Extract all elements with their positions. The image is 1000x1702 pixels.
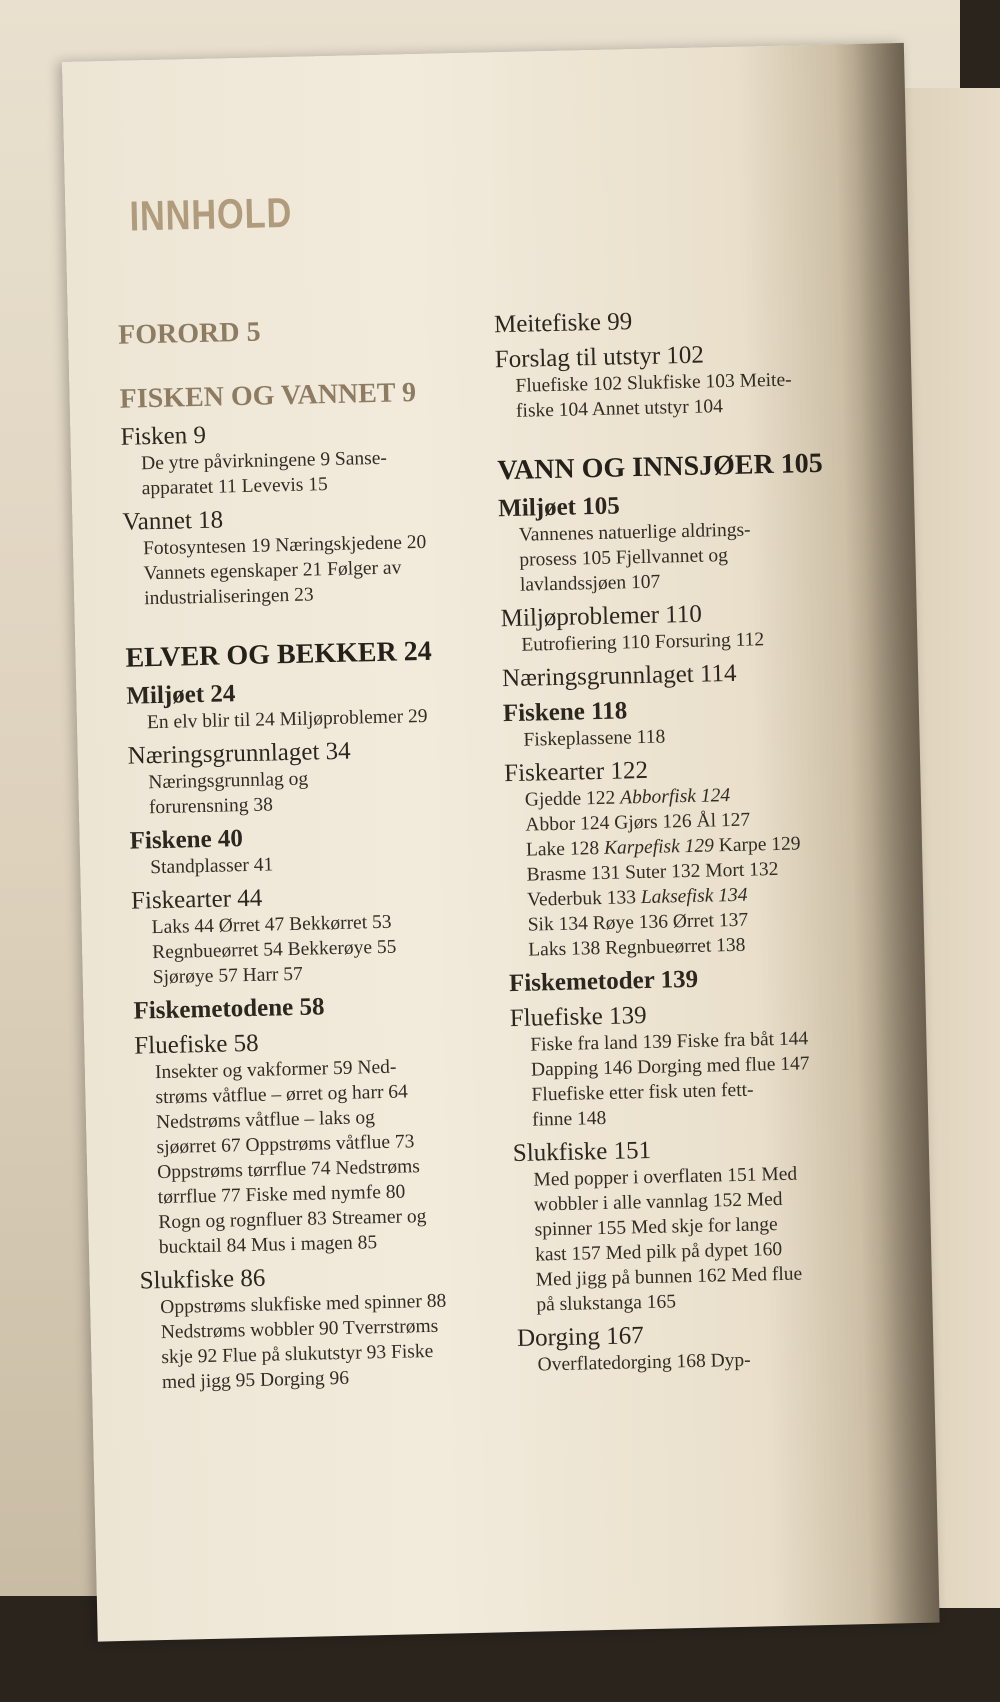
toc-subentry-line: spinner 155 Med skje for lange xyxy=(534,1214,778,1241)
toc-group-label: Abborfisk 124 xyxy=(619,785,731,809)
toc-subentry-line: Laks 44 Ørret 47 Bekkørret 53 xyxy=(151,911,392,939)
toc-subentry-line: Vannenes natuerlige aldrings- xyxy=(518,519,751,546)
toc-subentry-line: bucktail 84 Mus i magen 85 xyxy=(158,1232,378,1259)
toc-chapter-entry: Næringsgrunnlaget 114 xyxy=(501,659,737,693)
toc-subentry-line: Insekter og vakformer 59 Ned- xyxy=(154,1056,397,1084)
toc-chapter-entry: Næringsgrunnlaget 34 xyxy=(127,737,351,770)
toc-subentries xyxy=(140,1287,502,1395)
toc-subentry-line: Overflatedorging 168 Dyp- xyxy=(537,1349,751,1376)
toc-chapter-entry: Fisken 9 xyxy=(120,421,207,451)
toc-subentry-text: Lake 128 xyxy=(525,837,605,861)
toc-chapter-entry: Slukfiske 151 xyxy=(512,1136,652,1168)
toc-subentry-text: Laks 138 Regnbueørret 138 xyxy=(528,934,746,961)
toc-subentry-line: apparatet 11 Levevis 15 xyxy=(141,474,328,500)
toc-chapter-entry: Miljøproblemer 110 xyxy=(500,600,703,633)
toc-subentry-line: Med popper i overflaten 151 Med xyxy=(533,1163,798,1191)
toc-subentry-line: industrialiseringen 23 xyxy=(143,584,314,610)
toc-chapter-entry: Fiskene 118 xyxy=(502,697,628,728)
toc-chapter-entry: Fluefiske 58 xyxy=(134,1029,259,1060)
toc-left-column xyxy=(118,311,502,1396)
toc-subentry-line: Regnbueørret 54 Bekkerøye 55 xyxy=(151,936,397,964)
toc-subentry-line: Standplasser 41 xyxy=(150,854,274,879)
page-title: INNHOLD xyxy=(128,188,293,240)
toc-chapter-entry: Fiskene 40 xyxy=(129,825,244,855)
toc-subentry-text: Vederbuk 133 xyxy=(526,887,642,911)
back-page-letter: F xyxy=(932,1638,947,1667)
toc-subentries xyxy=(135,1052,499,1260)
toc-subentry-line: Sjørøye 57 Harr 57 xyxy=(152,963,304,989)
toc-chapter-entry: Vannet 18 xyxy=(122,506,224,536)
toc-subentry-line: Med jigg på bunnen 162 Med flue xyxy=(535,1263,803,1291)
toc-subentries xyxy=(499,514,901,598)
toc-subentry-line: strøms våtflue – ørret og harr 64 xyxy=(155,1081,409,1109)
toc-subentry-line: Fotosyntesen 19 Næringskjedene 20 xyxy=(142,531,427,560)
toc-chapter-entry: Fiskearter 122 xyxy=(503,756,649,788)
toc-chapter-entry: Miljøet 24 xyxy=(126,680,236,710)
toc-chapter-entry: Dorging 167 xyxy=(516,1322,644,1353)
toc-subentry-line: forurensning 38 xyxy=(148,794,274,819)
toc-subentry-line: fiske 104 Annet utstyr 104 xyxy=(515,396,724,422)
toc-group-label: Karpefisk 129 xyxy=(603,835,715,859)
toc-subentries xyxy=(510,1024,912,1133)
toc-section-heading: VANN OG INNSJØER 105 xyxy=(497,447,824,487)
toc-chapter-entry: Meitefiske 99 xyxy=(493,308,633,339)
toc-subentry-text: Sik 134 Røye 136 Ørret 137 xyxy=(527,909,749,936)
toc-right-column xyxy=(494,301,918,1378)
toc-subentry-line: Nedstrøms våtflue – laks og xyxy=(155,1107,376,1134)
toc-subentries xyxy=(495,365,896,424)
toc-subentry-line: lavlandssjøen 107 xyxy=(519,571,661,596)
toc-subentry-text: Gjedde 122 xyxy=(524,787,621,811)
toc-subentry-line: Dapping 146 Dorging med flue 147 xyxy=(530,1053,810,1081)
toc-subentry-line: Fluefiske 102 Slukfiske 103 Meite- xyxy=(515,369,792,397)
toc-subentry-line: Oppstrøms slukfiske med spinner 88 xyxy=(160,1290,447,1319)
toc-subentry-line: med jigg 95 Dorging 96 xyxy=(161,1367,350,1394)
toc-subentry-line: Fiske fra land 139 Fiske fra båt 144 xyxy=(530,1028,809,1056)
toc-subentry-line: Nedstrøms wobbler 90 Tverrstrøms xyxy=(160,1315,439,1344)
toc-chapter-entry: Fiskemetoder 139 xyxy=(508,965,699,998)
toc-subentry-line: Rogn og rognfluer 83 Streamer og xyxy=(158,1206,427,1234)
toc-chapter-entry: Slukfiske 86 xyxy=(139,1264,266,1295)
toc-subentries xyxy=(123,529,485,612)
toc-subentry-line: sjøørret 67 Oppstrøms våtflue 73 xyxy=(156,1131,415,1159)
toc-subentry-line: prosess 105 Fjellvannet og xyxy=(519,545,729,571)
toc-group-label: Laksefisk 134 xyxy=(640,884,748,909)
toc-subentry-line: på slukstanga 165 xyxy=(536,1291,677,1316)
toc-subentry-line: De ytre påvirkningene 9 Sanse- xyxy=(140,447,388,475)
toc-subentry-line: En elv blir til 24 Miljøproblemer 29 xyxy=(146,705,428,734)
toc-subentry-line: Oppstrøms tørrflue 74 Nedstrøms xyxy=(156,1156,421,1184)
toc-subentries xyxy=(505,779,909,963)
book-page xyxy=(62,43,940,1642)
toc-subentries xyxy=(131,907,493,990)
toc-subentry-text: Abbor 124 Gjørs 126 Ål 127 xyxy=(525,809,751,836)
toc-chapter-entry: Miljøet 105 xyxy=(497,492,621,523)
toc-subentry-text: Karpe 129 xyxy=(713,833,801,857)
toc-subentry-line: wobbler i alle vannlag 152 Med xyxy=(533,1188,783,1216)
toc-subentry-line: finne 148 xyxy=(531,1107,607,1131)
toc-chapter-entry: Forslag til utstyr 102 xyxy=(494,341,705,374)
toc-subentry-line: skje 92 Flue på slukutstyr 93 Fiske xyxy=(161,1340,434,1369)
toc-subentries xyxy=(128,763,489,821)
toc-chapter-entry: Fluefiske 139 xyxy=(509,1001,647,1033)
toc-chapter-entry: Fiskemetodene 58 xyxy=(133,993,325,1025)
back-page-letter: F xyxy=(932,1672,947,1701)
toc-subentry-line: Vannets egenskaper 21 Følger av xyxy=(143,557,402,585)
toc-subentry-line: tørrflue 77 Fiske med nymfe 80 xyxy=(157,1181,406,1209)
toc-subentries xyxy=(513,1159,916,1318)
toc-subentry-line: Fluefiske etter fisk uten fett- xyxy=(531,1079,754,1106)
toc-subentries xyxy=(121,444,482,502)
toc-section-heading: FORORD 5 xyxy=(117,316,261,351)
toc-subentry-line: Eutrofiering 110 Forsuring 112 xyxy=(521,629,765,656)
toc-subentry-line: kast 157 Med pilk på dypet 160 xyxy=(534,1238,783,1266)
toc-chapter-entry: Fiskearter 44 xyxy=(130,884,263,915)
toc-subentry-line: Næringsgrunnlag og xyxy=(148,768,309,794)
toc-subentry-text: Brasme 131 Suter 132 Mort 132 xyxy=(526,858,779,886)
toc-subentry-line: Fiskeplassene 118 xyxy=(523,726,666,751)
toc-section-heading: FISKEN OG VANNET 9 xyxy=(119,377,417,415)
toc-section-heading: ELVER OG BEKKER 24 xyxy=(125,635,433,674)
